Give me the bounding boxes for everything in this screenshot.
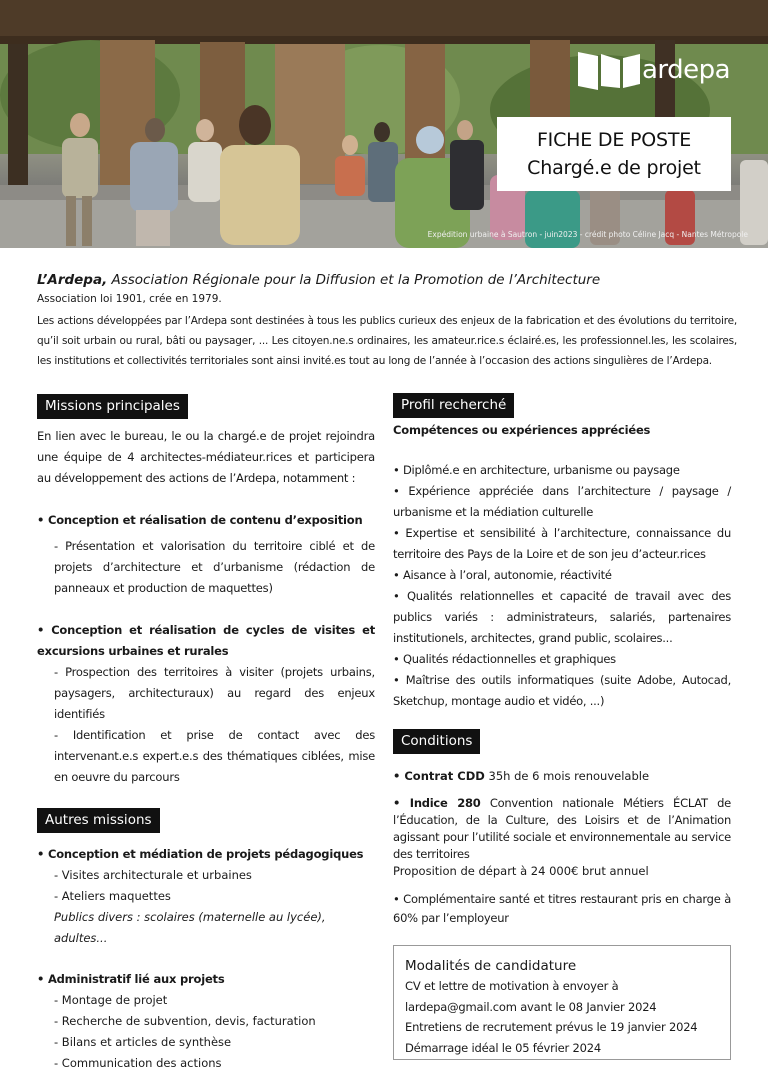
- candidature-email-line[interactable]: lardepa@gmail.com avant le 08 Janvier 2024: [405, 999, 657, 1014]
- mission-item-exposition: • Conception et réalisation de contenu d’exposition: [37, 513, 363, 527]
- autres-admin-line: - Communication des actions: [54, 1056, 222, 1070]
- candidature-line: Entretiens de recrutement prévus le 19 janvier 2024: [405, 1020, 698, 1034]
- profil-item: • Expérience appréciée dans l’architecture / paysage / urbanisme et la médiation culturelle: [393, 484, 731, 519]
- org-line: [37, 272, 737, 288]
- condition-indice-text: Convention nationale Métiers ÉCLAT de l’Éducation, de la Culture, des Loisirs et de l’Animation agissant pour l’utilité sociale et environnementale au service des territoires: [393, 796, 731, 861]
- candidature-line: Démarrage idéal le 05 février 2024: [405, 1040, 601, 1055]
- header-photo: [0, 0, 768, 248]
- intro-paragraph: Les actions développées par l’Ardepa sont destinées à tous les publics curieux des enjeux de la fabrication et des évolutions du territoire, qu’il soit urbain ou rural, bâti ou paysager, ... Les citoyen.ne.s ordinaires, les amateur.rice.s éclairé.es, les professionnel.les, les scolaires, les institutions et collectivités territoriales sont ainsi invité.es tout au long de l’année à l’occasion des actions singulières de l’Ardepa.: [37, 315, 737, 367]
- condition-indice: [393, 795, 731, 863]
- photo-caption: Expédition urbaine à Sautron - juin2023 - crédit photo Céline Jacq - Nantes Métropole: [427, 230, 748, 239]
- right-column: [393, 393, 731, 928]
- condition-avantages: • Complémentaire santé et titres restaurant pris en charge à 60% par l’employeur: [393, 892, 731, 925]
- logo-text: ardepa: [642, 55, 731, 85]
- profil-item: • Aisance à l’oral, autonomie, réactivité: [393, 568, 612, 582]
- profil-subheading: Compétences ou expériences appréciées: [393, 423, 651, 437]
- profil-item: • Maîtrise des outils informatiques (suite Adobe, Autocad, Sketchup, montage audio et vidéo, ...): [393, 673, 731, 708]
- missions-intro: En lien avec le bureau, le ou la chargé.e de projet rejoindra une équipe de 4 architectes-médiateur.rices et participera au développement des actions de l’Ardepa, notamment :: [37, 429, 375, 485]
- profil-item: • Expertise et sensibilité à l’architecture, connaissance du territoire des Pays de la Loire et de son jeu d’acteur.rices: [393, 526, 731, 561]
- profil-list: [393, 460, 731, 712]
- condition-contrat: [393, 766, 731, 787]
- job-title: Chargé.e de projet: [527, 157, 701, 179]
- candidature-box: [393, 945, 731, 1060]
- autres-item-pedagogie: • Conception et médiation de projets pédagogiques: [37, 847, 364, 861]
- autres-admin-line: - Recherche de subvention, devis, facturation: [54, 1014, 316, 1028]
- mission-item-exposition-text: - Présentation et valorisation du territoire ciblé et de projets d’architecture et d’urbanisme (rédaction de panneaux et production de maquettes): [54, 539, 375, 595]
- mission-item-visites: • Conception et réalisation de cycles de visites et excursions urbaines et rurales: [37, 623, 375, 658]
- profil-item: • Diplômé.e en architecture, urbanisme ou paysage: [393, 463, 680, 477]
- missions-heading: Missions principales: [37, 394, 188, 419]
- autres-heading: Autres missions: [37, 808, 160, 833]
- conditions-heading: Conditions: [393, 729, 480, 754]
- autres-admin-line: - Bilans et articles de synthèse: [54, 1035, 232, 1049]
- candidature-line: CV et lettre de motivation à envoyer à: [405, 979, 619, 993]
- autres-item-administratif: • Administratif lié aux projets: [37, 972, 225, 986]
- mission-item-visites-text1: - Prospection des territoires à visiter (projets urbains, paysagers, architecturaux) au regard des enjeux identifiés: [54, 665, 375, 721]
- profil-item: • Qualités relationnelles et capacité de travail avec des publics variés : administrateurs, salariés, partenaires institutionels, architectes, grand public, scolaires...: [393, 589, 731, 645]
- mission-item-visites-text2: - Identification et prise de contact avec des intervenant.e.s expert.e.s des thématiques ciblées, mise en oeuvre du parcours: [54, 728, 375, 784]
- condition-contrat-label: • Contrat CDD: [393, 769, 485, 783]
- autres-pedagogie-line: - Ateliers maquettes: [54, 889, 171, 903]
- org-name: L’Ardepa,: [37, 272, 108, 288]
- profil-heading: Profil recherché: [393, 393, 514, 418]
- ardepa-logo: [578, 50, 730, 90]
- autres-pedagogie-line: - Visites architecturale et urbaines: [54, 868, 252, 882]
- profil-item: • Qualités rédactionnelles et graphiques: [393, 652, 616, 666]
- intro-section: [37, 272, 737, 371]
- job-title-box: [497, 117, 731, 191]
- condition-contrat-text: 35h de 6 mois renouvelable: [484, 769, 650, 783]
- ardepa-logo-mark: [578, 50, 640, 90]
- condition-salary: Proposition de départ à 24 000€ brut annuel: [393, 864, 649, 878]
- org-description: Association Régionale pour la Diffusion et la Promotion de l’Architecture: [111, 272, 601, 288]
- document-type: FICHE DE POSTE: [536, 129, 692, 151]
- candidature-heading: Modalités de candidature: [405, 958, 577, 974]
- left-column: [37, 394, 375, 1074]
- condition-indice-label: • Indice 280: [393, 796, 481, 810]
- autres-admin-line: - Montage de projet: [54, 993, 168, 1007]
- autres-pedagogie-note: Publics divers : scolaires (maternelle au lycée), adultes...: [54, 910, 326, 945]
- org-law: Association loi 1901, crée en 1979.: [37, 293, 222, 305]
